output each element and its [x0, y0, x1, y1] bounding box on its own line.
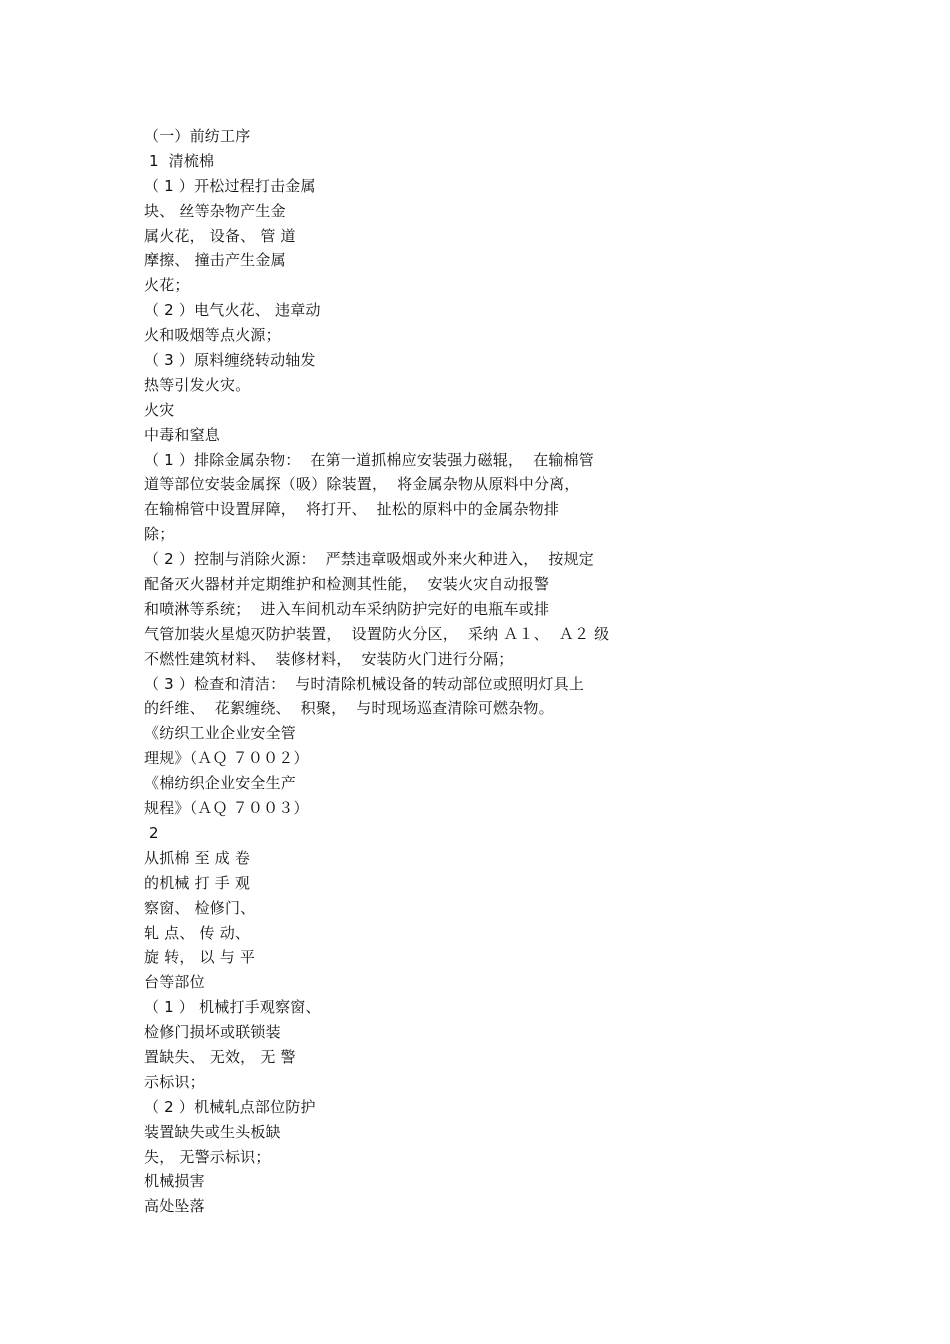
text-line: 从抓棉 至 成 卷	[144, 848, 251, 867]
text-line: （ 2 ）机械轧点部位防护	[144, 1097, 316, 1116]
text-line: 气管加装火星熄灭防护装置， 设置防火分区， 采纳 Ａ１、 Ａ２ 级	[144, 624, 610, 643]
text-line: （ 3 ）检查和清洁： 与时清除机械设备的转动部位或照明灯具上	[144, 674, 585, 693]
text-line: 摩擦、 撞击产生金属	[144, 251, 286, 270]
text-line: 不燃性建筑材料、 装修材料， 安装防火门进行分隔；	[144, 649, 514, 668]
text-line: 和喷淋等系统； 进入车间机动车采纳防护完好的电瓶车或排	[144, 599, 550, 618]
text-line: 热等引发火灾。	[144, 375, 251, 394]
text-line: 装置缺失或生头板缺	[144, 1122, 281, 1141]
text-line: （ 1 ）开松过程打击金属	[144, 176, 316, 195]
text-line: 《纺织工业企业安全管	[144, 724, 297, 743]
text-line: 《棉纺织企业安全生产	[144, 774, 297, 793]
text-line: （ 3 ）原料缠绕转动轴发	[144, 351, 316, 370]
text-line: 火灾	[144, 400, 175, 419]
text-line: 的纤维、 花絮缠绕、 积聚， 与时现场巡查清除可燃杂物。	[144, 699, 554, 718]
text-line: 规程》（ＡＱ ７００３）	[144, 799, 309, 818]
text-line: 旋 转， 以 与 平	[144, 948, 256, 967]
text-line: 1 清梳棉	[144, 151, 215, 170]
text-line: 火和吸烟等点火源；	[144, 326, 281, 345]
text-line: （ 1 ） 机械打手观察窗、	[144, 998, 321, 1017]
text-line: 示标识；	[144, 1072, 205, 1091]
text-line: 检修门损坏或联锁装	[144, 1023, 281, 1042]
text-line: 中毒和窒息	[144, 425, 221, 444]
text-line: 道等部位安装金属探（吸）除装置， 将金属杂物从原料中分离，	[144, 475, 580, 494]
text-line: 轧 点、 传 动、	[144, 923, 251, 942]
text-line: （一）前纺工序	[144, 127, 251, 145]
text-line: 2	[144, 823, 159, 842]
text-line: 理规》（ＡＱ ７００２）	[144, 749, 309, 768]
text-line: （ 1 ）排除金属杂物： 在第一道抓棉应安装强力磁辊， 在输棉管	[144, 450, 594, 469]
document-text-block	[144, 124, 664, 1219]
text-line: 配备灭火器材并定期维护和检测其性能， 安装火灾自动报警	[144, 575, 550, 594]
text-line: 察窗、 检修门、	[144, 898, 256, 917]
text-line: （ 2 ）电气火花、 违章动	[144, 301, 321, 320]
text-line: 高处坠落	[144, 1197, 205, 1216]
text-line: 的机械 打 手 观	[144, 873, 251, 892]
text-line: 失， 无警示标识；	[144, 1147, 271, 1166]
text-line: 属火花， 设备、 管 道	[144, 226, 296, 245]
text-line: 机械损害	[144, 1172, 205, 1191]
text-line: 除；	[144, 525, 175, 544]
text-line: 置缺失、 无效， 无 警	[144, 1047, 296, 1066]
text-line: 火花；	[144, 276, 190, 295]
text-line: 台等部位	[144, 973, 205, 992]
text-line: 块、 丝等杂物产生金	[144, 201, 286, 220]
text-line: 在输棉管中设置屏障， 将打开、 扯松的原料中的金属杂物排	[144, 500, 560, 519]
text-line: （ 2 ）控制与消除火源： 严禁违章吸烟或外来火种进入， 按规定	[144, 550, 594, 569]
